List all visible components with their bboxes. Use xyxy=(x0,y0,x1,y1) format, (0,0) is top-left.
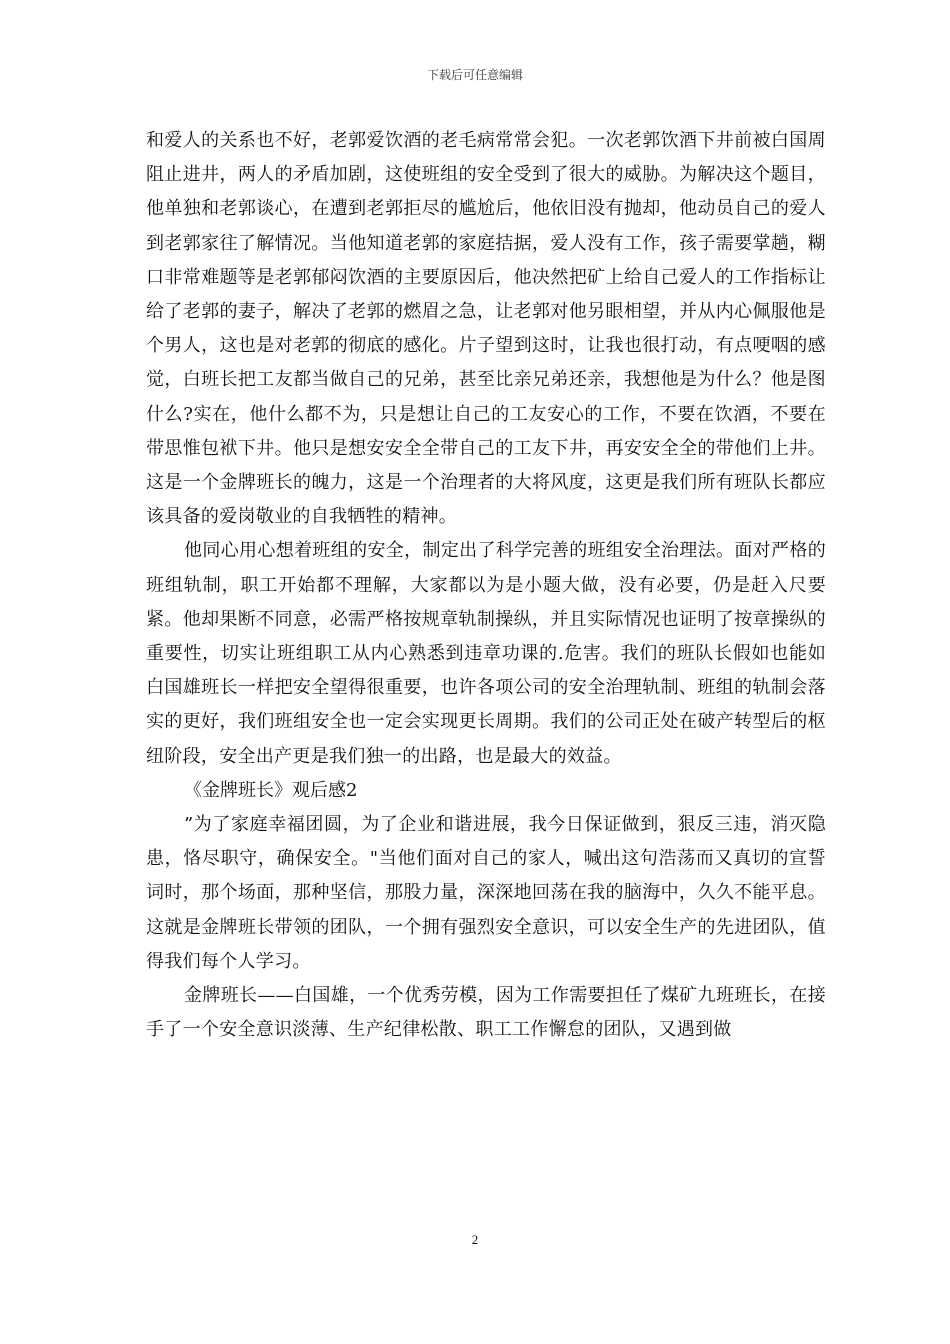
paragraph-continuation: 和爱人的关系也不好，老郭爱饮酒的老毛病常常会犯。一次老郭饮酒下井前被白国周阻止进井，两人的矛盾加剧，这使班组的安全受到了很大的威胁。为解决这个题目，他单独和老郭谈心，在遭到老郭拒尽的尴尬后，他依旧没有抛却，他动员自己的爱人到老郭家往了解情况。当他知道老郭的家庭拮据，爱人没有工作，孩子需要掌趟，糊口非常难题等是老郭郁闷饮酒的主要原因后，他决然把矿上给自己爱人的工作指标让给了老郭的妻子，解决了老郭的燃眉之急，让老郭对他另眼相望，并从内心佩服他是个男人，这也是对老郭的彻底的感化。片子望到这时，让我也很打动，有点哽咽的感觉，白班长把工友都当做自己的兄弟，甚至比亲兄弟还亲，我想他是为什么？他是图什么?实在，他什么都不为，只是想让自己的工友安心的工作，不要在饮酒，不要在带思惟包袱下井。他只是想安安全全带自己的工友下井，再安安全全的带他们上井。这是一个金牌班长的魄力，这是一个治理者的大将风度，这更是我们所有班队长都应该具备的爱岗敬业的自我牺牲的精神。 xyxy=(146,130,826,528)
page-header: 下载后可任意编辑 xyxy=(426,68,523,82)
document-body xyxy=(146,124,826,1047)
page-number: 2 xyxy=(471,1232,479,1247)
paragraph-safety-management: 他同心用心想着班组的安全，制定出了科学完善的班组安全治理法。面对严格的班组轨制，职工开始都不理解，大家都以为是小题大做，没有必要，仍是赶入尺要紧。他却果断不同意，必需严格按规章轨制操纵，并且实际情况也证明了按章操纵的重要性，切实让班组职工从内心熟悉到违章功课的.危害。我们的班队长假如也能如白国雄班长一样把安全望得很重要，也许各项公司的安全治理轨制、班组的轨制会落实的更好，我们班组安全也一定会实现更长周期。我们的公司正处在破产转型后的枢纽阶段，安全出产更是我们独一的出路，也是最大的效益。 xyxy=(146,540,826,767)
paragraph-gold-team-leader: 金牌班长——白国雄，一个优秀劳模，因为工作需要担任了煤矿九班班长，在接手了一个安全意识淡薄、生产纪律松散、职工工作懈怠的团队，又遇到做 xyxy=(146,985,826,1041)
section-heading: 《金牌班长》观后感2 xyxy=(184,779,358,801)
paragraph-oath: ”为了家庭幸福团圆，为了企业和谐进展，我今日保证做到，狠反三违，消灭隐患，恪尽职守，确保安全。"当他们面对自己的家人，喊出这句浩荡而又真切的宣誓词时，那个场面，那种坚信，那股力量，深深地回荡在我的脑海中，久久不能平息。这就是金牌班长带领的团队，一个拥有强烈安全意识，可以安全生产的先进团队，值得我们每个人学习。 xyxy=(146,814,826,972)
